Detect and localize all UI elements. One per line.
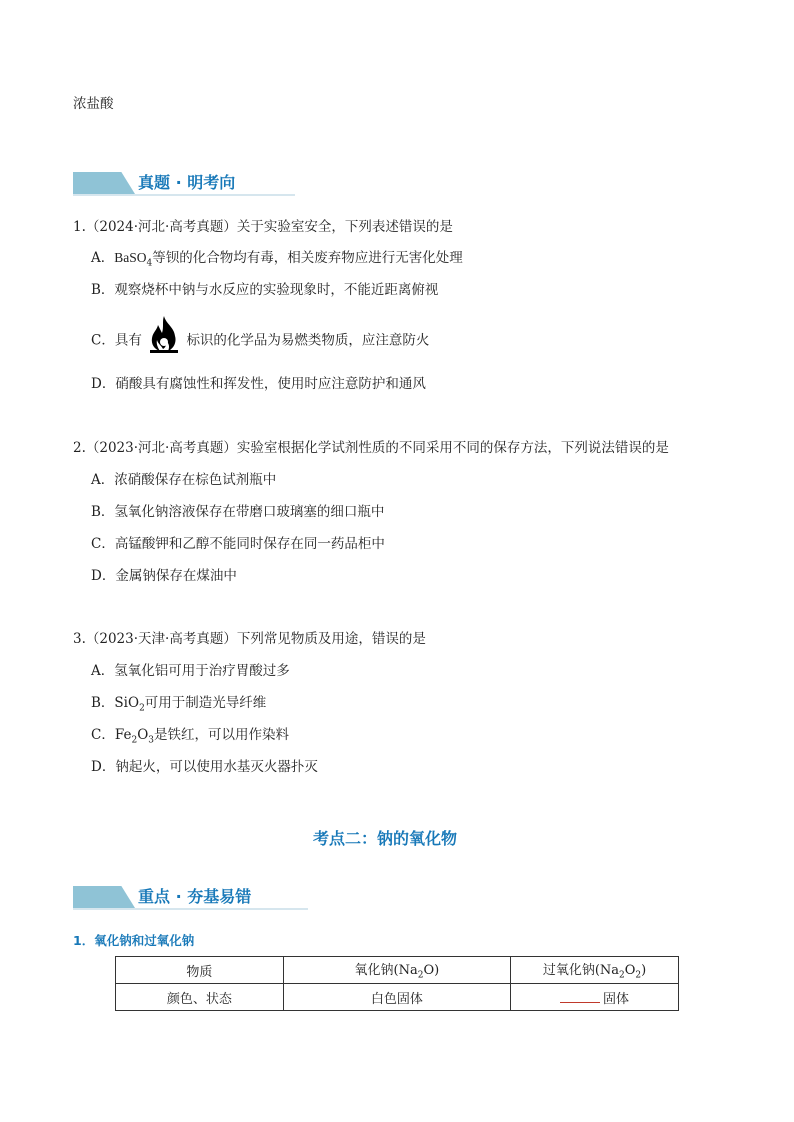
q3-option-b: B．SiO$_2$可用于制造光导纤维 bbox=[91, 695, 267, 714]
q1-option-c: C．具有 标识的化学品为易燃类物质，应注意防火 bbox=[91, 328, 429, 354]
table-cell: 白色固体 bbox=[283, 984, 510, 1011]
table-row bbox=[116, 957, 679, 984]
banner-title: 重点 · 夯基易错 bbox=[138, 887, 252, 906]
oxides-table bbox=[115, 956, 679, 1011]
q1-option-b: B．观察烧杯中钠与水反应的实验现象时，不能近距离俯视 bbox=[91, 282, 439, 298]
banner-rule bbox=[73, 194, 295, 196]
answer-blank[interactable] bbox=[560, 989, 600, 1003]
banner-band bbox=[73, 172, 135, 194]
q3-stem: 3.（2023·天津·高考真题）下列常见物质及用途，错误的是 bbox=[73, 631, 426, 647]
q1-option-a: A．BaSO$_4$等钡的化合物均有毒，相关废弃物应进行无害化处理 bbox=[91, 250, 463, 269]
q3-option-d: D．钠起火，可以使用水基灭火器扑灭 bbox=[91, 759, 318, 775]
intro-text: 浓盐酸 bbox=[73, 96, 114, 112]
q2-option-d: D．金属钠保存在煤油中 bbox=[91, 568, 237, 584]
table-header: 过氧化钠$(Na_2O_2)$ bbox=[511, 957, 679, 984]
table-cell: 颜色、状态 bbox=[116, 984, 284, 1011]
subsection-title: 1．氧化钠和过氧化钠 bbox=[73, 933, 195, 948]
q1-option-d: D．硝酸具有腐蚀性和挥发性，使用时应注意防护和通风 bbox=[91, 376, 426, 392]
table-cell: 固体 bbox=[511, 984, 679, 1011]
q2-option-c: C．高锰酸钾和乙醇不能同时保存在同一药品柜中 bbox=[91, 536, 385, 552]
flammable-icon bbox=[146, 314, 182, 354]
banner-real-exam bbox=[73, 172, 295, 198]
q1-stem: 1.（2024·河北·高考真题）关于实验室安全，下列表述错误的是 bbox=[73, 219, 453, 235]
q2-option-a: A．浓硝酸保存在棕色试剂瓶中 bbox=[91, 472, 277, 488]
banner-band bbox=[73, 886, 135, 908]
q2-stem: 2.（2023·河北·高考真题）实验室根据化学试剂性质的不同采用不同的保存方法，下列说法错误的是 bbox=[73, 440, 669, 456]
banner-title: 真题 · 明考向 bbox=[138, 173, 236, 192]
table-header: 氧化钠$(Na_2O)$ bbox=[283, 957, 510, 984]
table-row bbox=[116, 984, 679, 1011]
q3-option-c: C．$Fe_2O_3$是铁红，可以用作染料 bbox=[91, 727, 289, 746]
banner-key-points bbox=[73, 886, 308, 912]
table-header: 物质 bbox=[116, 957, 284, 984]
banner-rule bbox=[73, 908, 308, 910]
q3-option-a: A．氢氧化铝可用于治疗胃酸过多 bbox=[91, 663, 290, 679]
section-title: 考点二：钠的氧化物 bbox=[313, 829, 458, 848]
q2-option-b: B．氢氧化钠溶液保存在带磨口玻璃塞的细口瓶中 bbox=[91, 504, 385, 520]
